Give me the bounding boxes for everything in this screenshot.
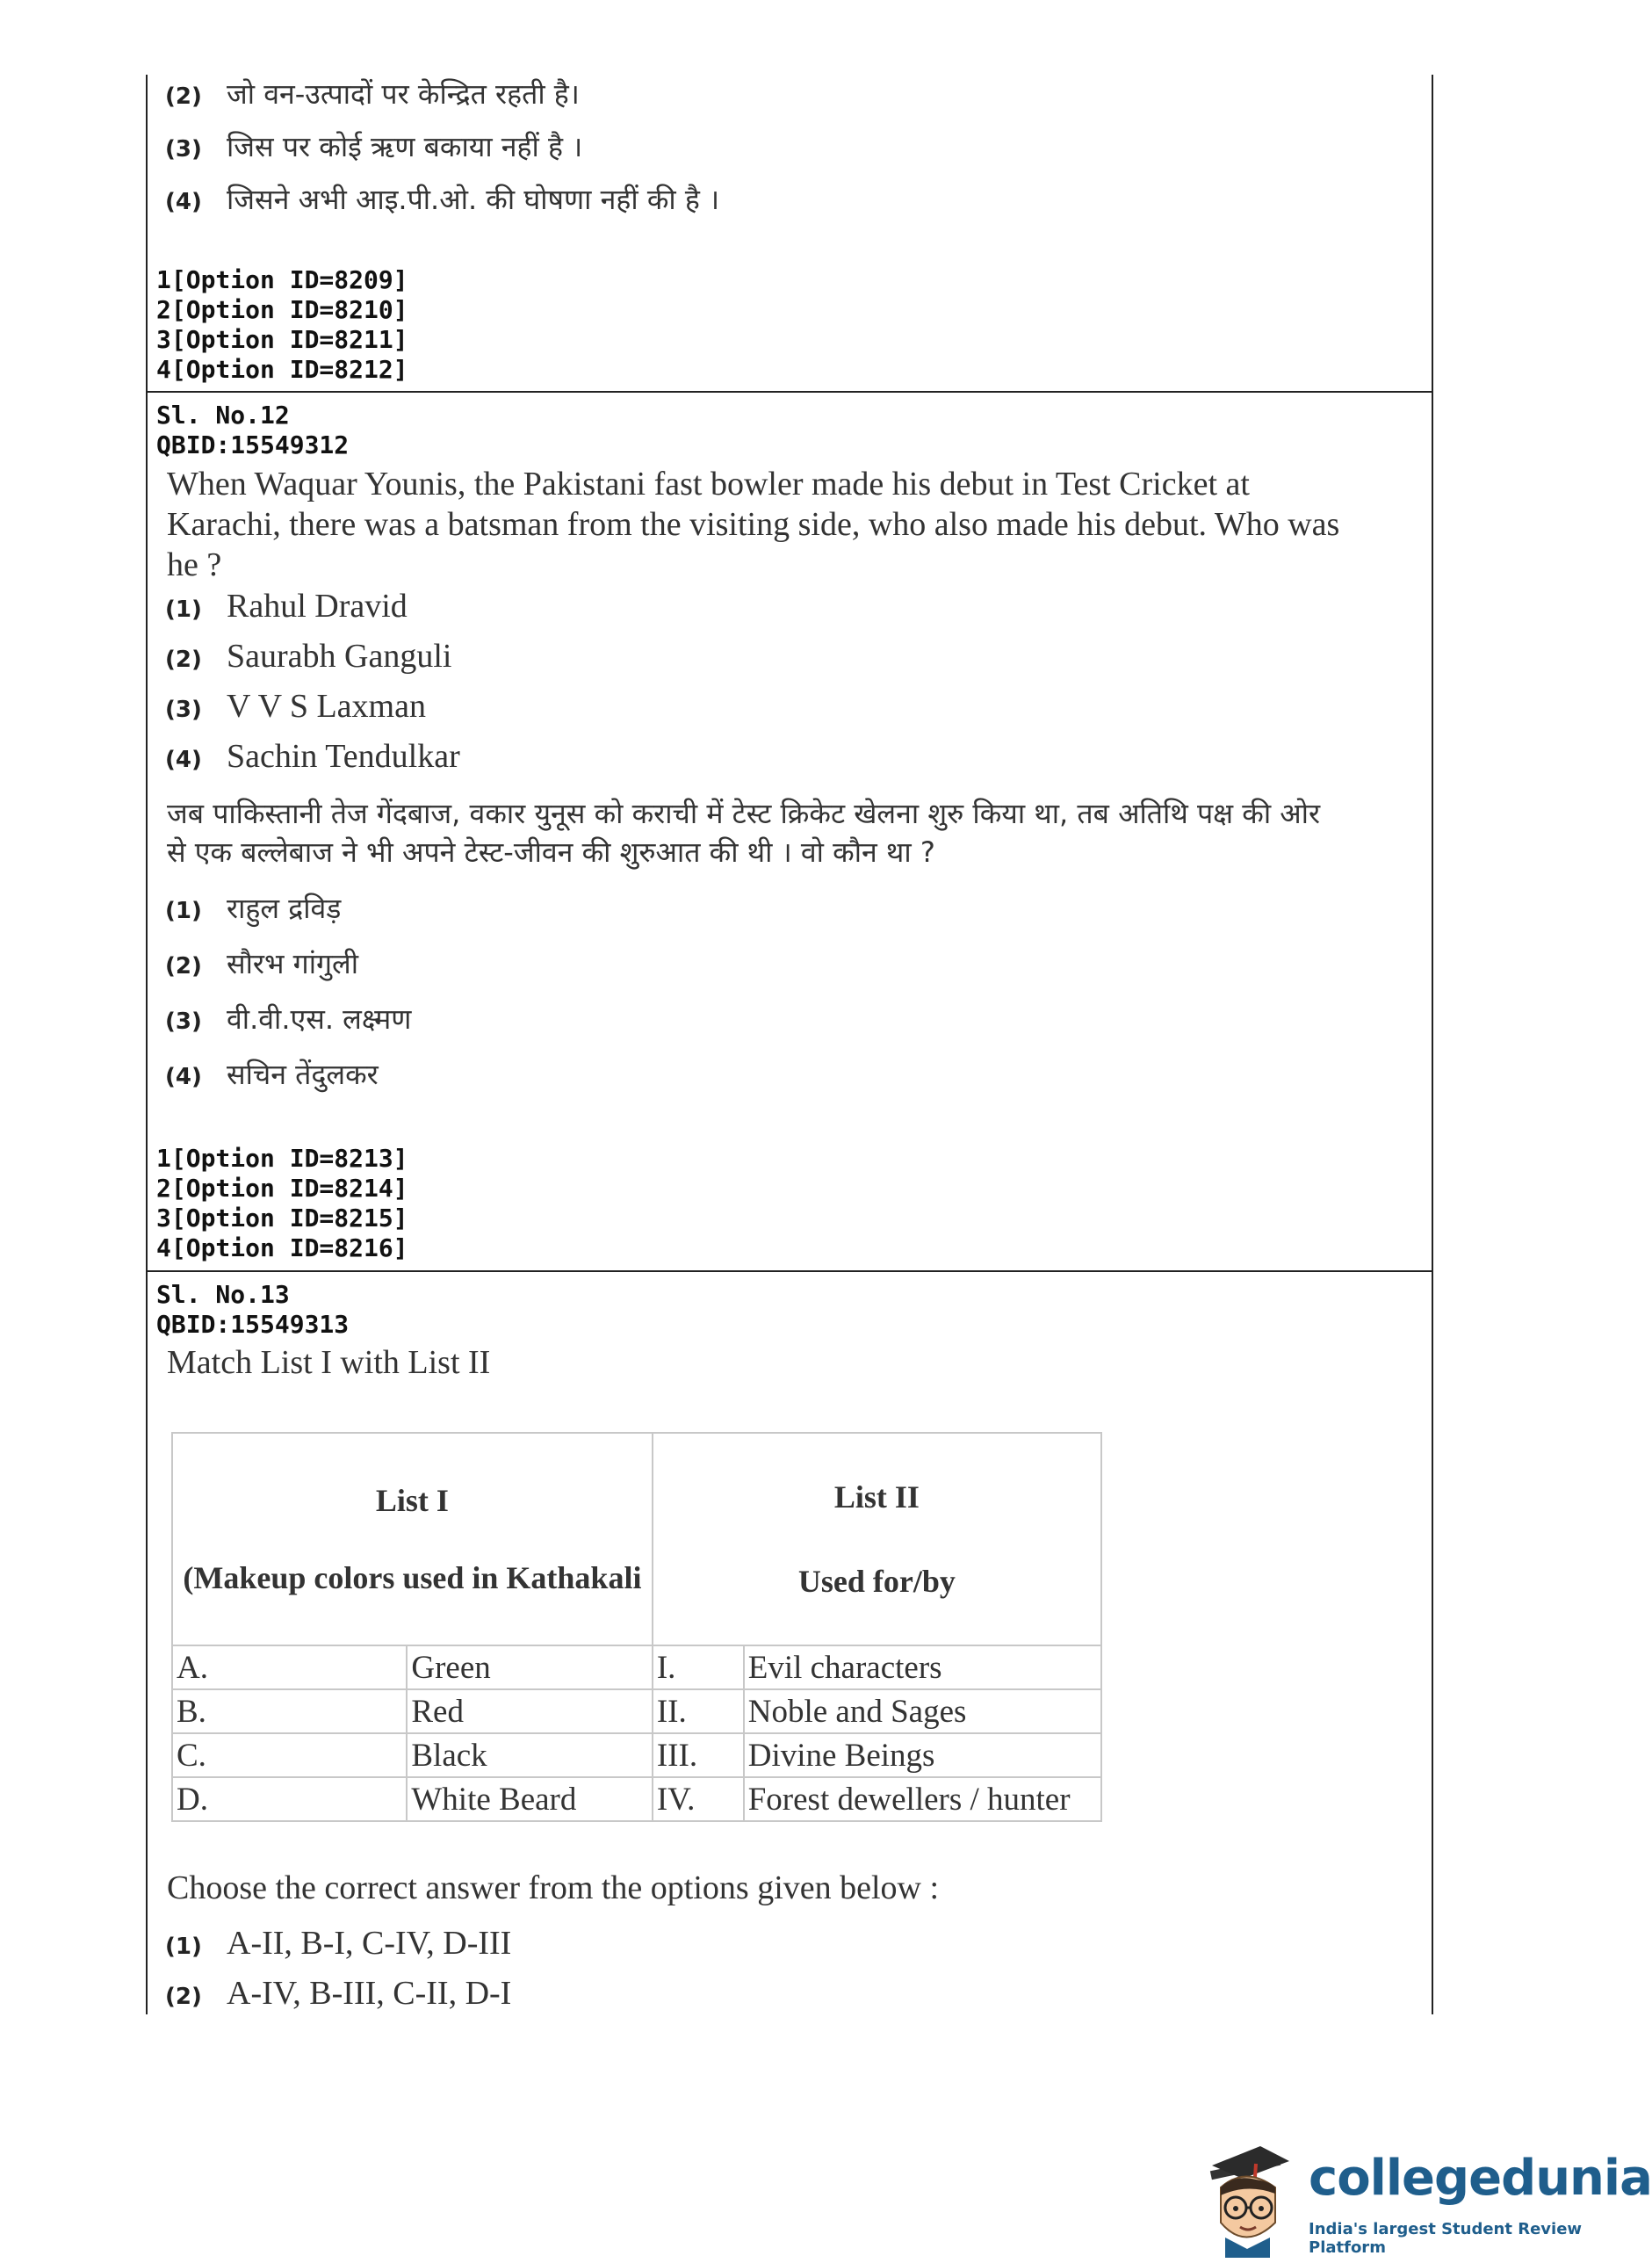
list2-item: Noble and Sages [744, 1689, 1101, 1733]
option-id: 2[Option ID=8214] [156, 1174, 408, 1203]
list1-title: List I [375, 1483, 449, 1518]
option-number: (4) [165, 747, 202, 773]
serial-number: Sl. No.12 [156, 401, 290, 430]
option-row [156, 1974, 1421, 2024]
list1-item: White Beard [407, 1777, 652, 1821]
q12-header [156, 401, 1421, 460]
brand-logo[interactable] [1194, 2139, 1652, 2258]
q13-instruction: Choose the correct answer from the options given below : [167, 1869, 940, 1906]
list2-subtitle: Used for/by [797, 1564, 956, 1599]
list1-label: C. [172, 1733, 407, 1777]
option-row [156, 1055, 1421, 1110]
list1-header [172, 1433, 653, 1645]
option-number: (2) [165, 1984, 202, 2010]
qbid: QBID:15549313 [156, 1310, 350, 1339]
option-text: Saurabh Ganguli [227, 638, 452, 675]
list1-label: D. [172, 1777, 407, 1821]
option-row [156, 687, 1421, 737]
option-text: जिस पर कोई ऋण बकाया नहीं है । [227, 130, 583, 163]
list2-item: Forest dewellers / hunter [744, 1777, 1101, 1821]
option-row [156, 1924, 1421, 1974]
option-row [156, 127, 1421, 180]
option-number: (3) [165, 136, 202, 163]
match-table [171, 1432, 1102, 1822]
list2-label: III. [653, 1733, 744, 1777]
table-header-row [172, 1433, 1101, 1645]
option-id: 4[Option ID=8216] [156, 1233, 408, 1262]
option-row [156, 889, 1421, 944]
q13-header [156, 1280, 1421, 1340]
option-number: (2) [165, 647, 202, 673]
option-row [156, 1000, 1421, 1055]
option-id: 4[Option ID=8212] [156, 355, 408, 384]
option-number: (4) [165, 189, 202, 215]
option-row [156, 587, 1421, 637]
option-row [156, 75, 1421, 127]
option-number: (1) [165, 596, 202, 623]
list2-title: List II [833, 1479, 920, 1515]
q12-option-ids [156, 1144, 1421, 1263]
table-row [172, 1689, 1101, 1733]
list1-label: A. [172, 1645, 407, 1689]
option-text: Sachin Tendulkar [227, 738, 460, 775]
list1-item: Red [407, 1689, 652, 1733]
option-text: राहुल द्रविड़ [227, 892, 342, 925]
option-text: वी.वी.एस. लक्ष्मण [227, 1002, 412, 1036]
option-id: 1[Option ID=8209] [156, 265, 408, 294]
q13-question-en: Match List I with List II [167, 1344, 491, 1381]
option-row [156, 737, 1421, 787]
option-id: 2[Option ID=8210] [156, 295, 408, 324]
list2-label: IV. [653, 1777, 744, 1821]
option-text: जिसने अभी आइ.पी.ओ. की घोषणा नहीं की है । [227, 183, 720, 216]
option-number: (2) [165, 83, 202, 110]
option-number: (1) [165, 898, 202, 924]
list1-label: B. [172, 1689, 407, 1733]
q12-options-hi [156, 889, 1421, 1110]
option-number: (4) [165, 1064, 202, 1090]
list1-subtitle: (Makeup colors used in Kathakali [183, 1560, 642, 1595]
q12-question-hi: जब पाकिस्तानी तेज गेंदबाज, वकार युनूस को कराची में टेस्ट क्रिकेट खेलना शुरु किया था, तब अतिथि पक्ष की ओर से एक बल्लेबाज ने भी अपने टेस्ट-जीवन की शुरुआत की थी । वो कौन था ? [167, 797, 1321, 869]
q12-options-en [156, 587, 1421, 787]
option-text: सौरभ गांगुली [227, 947, 358, 980]
option-row [156, 944, 1421, 1000]
table-row [172, 1733, 1101, 1777]
brand-tagline: India's largest Student Review Platform [1309, 2220, 1583, 2257]
divider [146, 1270, 1433, 1272]
option-id: 1[Option ID=8213] [156, 1144, 408, 1173]
list2-header [653, 1433, 1101, 1645]
option-id: 3[Option ID=8211] [156, 325, 408, 354]
list1-item: Black [407, 1733, 652, 1777]
list2-item: Divine Beings [744, 1733, 1101, 1777]
option-number: (3) [165, 1009, 202, 1035]
list2-item: Evil characters [744, 1645, 1101, 1689]
table-row [172, 1777, 1101, 1821]
prev-option-ids [156, 265, 1421, 385]
option-text: जो वन-उत्पादों पर केन्द्रित रहती है। [227, 77, 580, 111]
list2-label: I. [653, 1645, 744, 1689]
option-number: (3) [165, 697, 202, 723]
option-text: A-II, B-I, C-IV, D-III [227, 1925, 512, 1962]
brand-name: collegedunia [1309, 2150, 1652, 2207]
option-text: Rahul Dravid [227, 588, 408, 625]
qbid: QBID:15549312 [156, 430, 350, 459]
table-row [172, 1645, 1101, 1689]
option-number: (1) [165, 1934, 202, 1960]
divider [146, 391, 1433, 393]
list2-label: II. [653, 1689, 744, 1733]
option-text: A-IV, B-III, C-II, D-I [227, 1975, 512, 2012]
option-id: 3[Option ID=8215] [156, 1204, 408, 1233]
q12-question-en: When Waquar Younis, the Pakistani fast bowler made his debut in Test Cricket at Karachi, there was a batsman from the visiting side, who also made his debut. Who was he ? [167, 466, 1340, 583]
option-text: सचिन तेंदुलकर [227, 1058, 379, 1091]
option-number: (2) [165, 953, 202, 980]
option-row [156, 180, 1421, 233]
list1-item: Green [407, 1645, 652, 1689]
serial-number: Sl. No.13 [156, 1280, 290, 1309]
q13-options-en [156, 1924, 1421, 2024]
mascot-icon [1194, 2139, 1304, 2258]
option-text: V V S Laxman [227, 688, 426, 725]
option-row [156, 637, 1421, 687]
prev-question-options [156, 75, 1421, 233]
